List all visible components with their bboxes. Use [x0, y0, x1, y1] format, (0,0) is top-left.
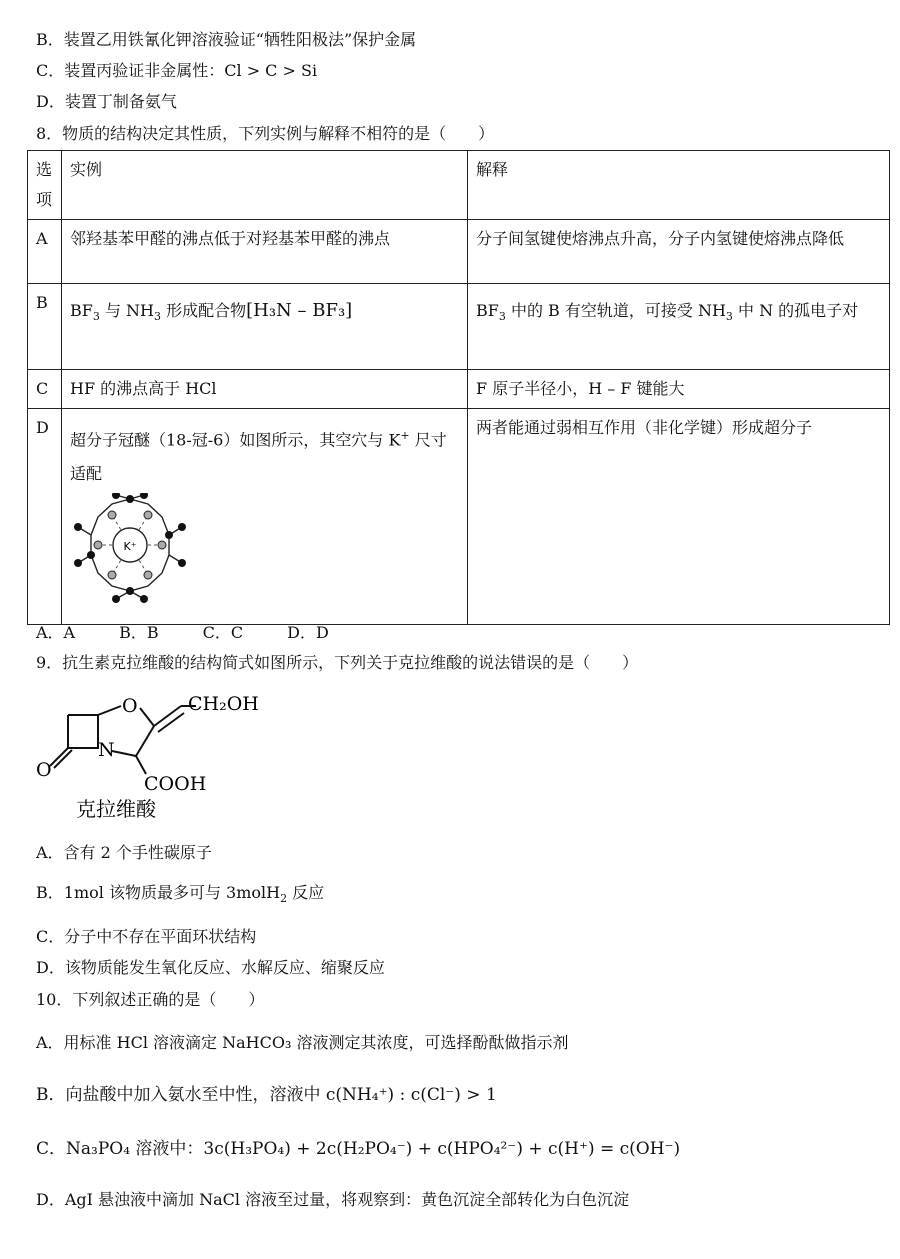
svg-text:克拉维酸: 克拉维酸 — [76, 797, 156, 821]
header-option: 选项 — [28, 151, 62, 220]
q8-table — [27, 150, 890, 625]
answer-option-c[interactable]: C．C — [202, 623, 244, 642]
svg-text:O: O — [36, 759, 52, 781]
q9-option-d: D．该物质能发生氧化反应、水解反应、缩聚反应 — [36, 958, 385, 977]
q10-stem: 10．下列叙述正确的是（ ） — [36, 990, 265, 1009]
header-explain: 解释 — [468, 151, 890, 220]
q10-option-c: C．Na₃PO₄ 溶液中：3c(H₃PO₄) + 2c(H₂PO₄⁻) + c(HPO₄²⁻) + c(H⁺) = c(OH⁻) — [36, 1139, 681, 1159]
q9-option-b: B．1mol 该物质最多可与 3molH$_2$ 反应 — [36, 883, 325, 906]
table-header-row — [28, 151, 890, 220]
answer-option-b[interactable]: B．B — [119, 623, 159, 642]
table-row — [28, 409, 890, 625]
q9-option-a: A．含有 2 个手性碳原子 — [36, 843, 212, 862]
q9-stem: 9．抗生素克拉维酸的结构简式如图所示，下列关于克拉维酸的说法错误的是（ ） — [36, 653, 639, 672]
answer-option-a[interactable]: A．A — [36, 623, 76, 642]
row-option: B — [28, 284, 62, 370]
header-example: 实例 — [62, 151, 468, 220]
q8-answer-options — [36, 622, 373, 644]
q10-option-a: A．用标准 HCl 溶液滴定 NaHCO₃ 溶液测定其浓度，可选择酚酞做指示剂 — [36, 1033, 569, 1052]
row-option: D — [28, 409, 62, 625]
svg-text:CH₂OH: CH₂OH — [188, 693, 259, 715]
row-example: $BF_3$ 与 $NH_3$ 形成配合物[H₃N – BF₃] — [62, 284, 468, 370]
svg-text:O: O — [122, 695, 138, 717]
row-explain: 两者能通过弱相互作用（非化学键）形成超分子 — [468, 409, 890, 625]
answer-option-d[interactable]: D．D — [287, 623, 329, 642]
q10-option-d: D．AgI 悬浊液中滴加 NaCl 溶液至过量，将观察到：黄色沉淀全部转化为白色沉淀 — [36, 1190, 630, 1209]
svg-text:K⁺: K⁺ — [123, 540, 137, 554]
row-example: 超分子冠醚（18-冠-6）如图所示，其空穴与 K+ 尺寸适配 K⁺ — [62, 409, 468, 625]
row-example: HF 的沸点高于 HCl — [62, 370, 468, 409]
crown-ether-figure — [70, 493, 190, 615]
q7-option-c: C．装置丙验证非金属性：Cl > C > Si — [36, 61, 318, 80]
table-row — [28, 370, 890, 409]
q10-option-b: B．向盐酸中加入氨水至中性，溶液中 c(NH₄⁺) : c(Cl⁻) > 1 — [36, 1085, 497, 1105]
row-option: A — [28, 220, 62, 284]
row-example: 邻羟基苯甲醛的沸点低于对羟基苯甲醛的沸点 — [62, 220, 468, 284]
q7-option-b: B．装置乙用铁氰化钾溶液验证“牺牲阳极法”保护金属 — [36, 30, 417, 49]
table-row — [28, 284, 890, 370]
row-explain: F 原子半径小，H – F 键能大 — [468, 370, 890, 409]
svg-text:N: N — [98, 739, 115, 761]
q8-stem: 8．物质的结构决定其性质，下列实例与解释不相符的是（ ） — [36, 124, 495, 143]
row-explain: $BF_3$ 中的 B 有空轨道，可接受 $NH_3$ 中 N 的孤电子对 — [468, 284, 890, 370]
table-row — [28, 220, 890, 284]
svg-text:COOH: COOH — [144, 773, 207, 795]
q7-option-d: D．装置丁制备氨气 — [36, 92, 177, 111]
row-option: C — [28, 370, 62, 409]
clavulanic-acid-structure — [36, 688, 266, 828]
q9-option-c: C．分子中不存在平面环状结构 — [36, 927, 257, 946]
row-explain: 分子间氢键使熔沸点升高，分子内氢键使熔沸点降低 — [468, 220, 890, 284]
